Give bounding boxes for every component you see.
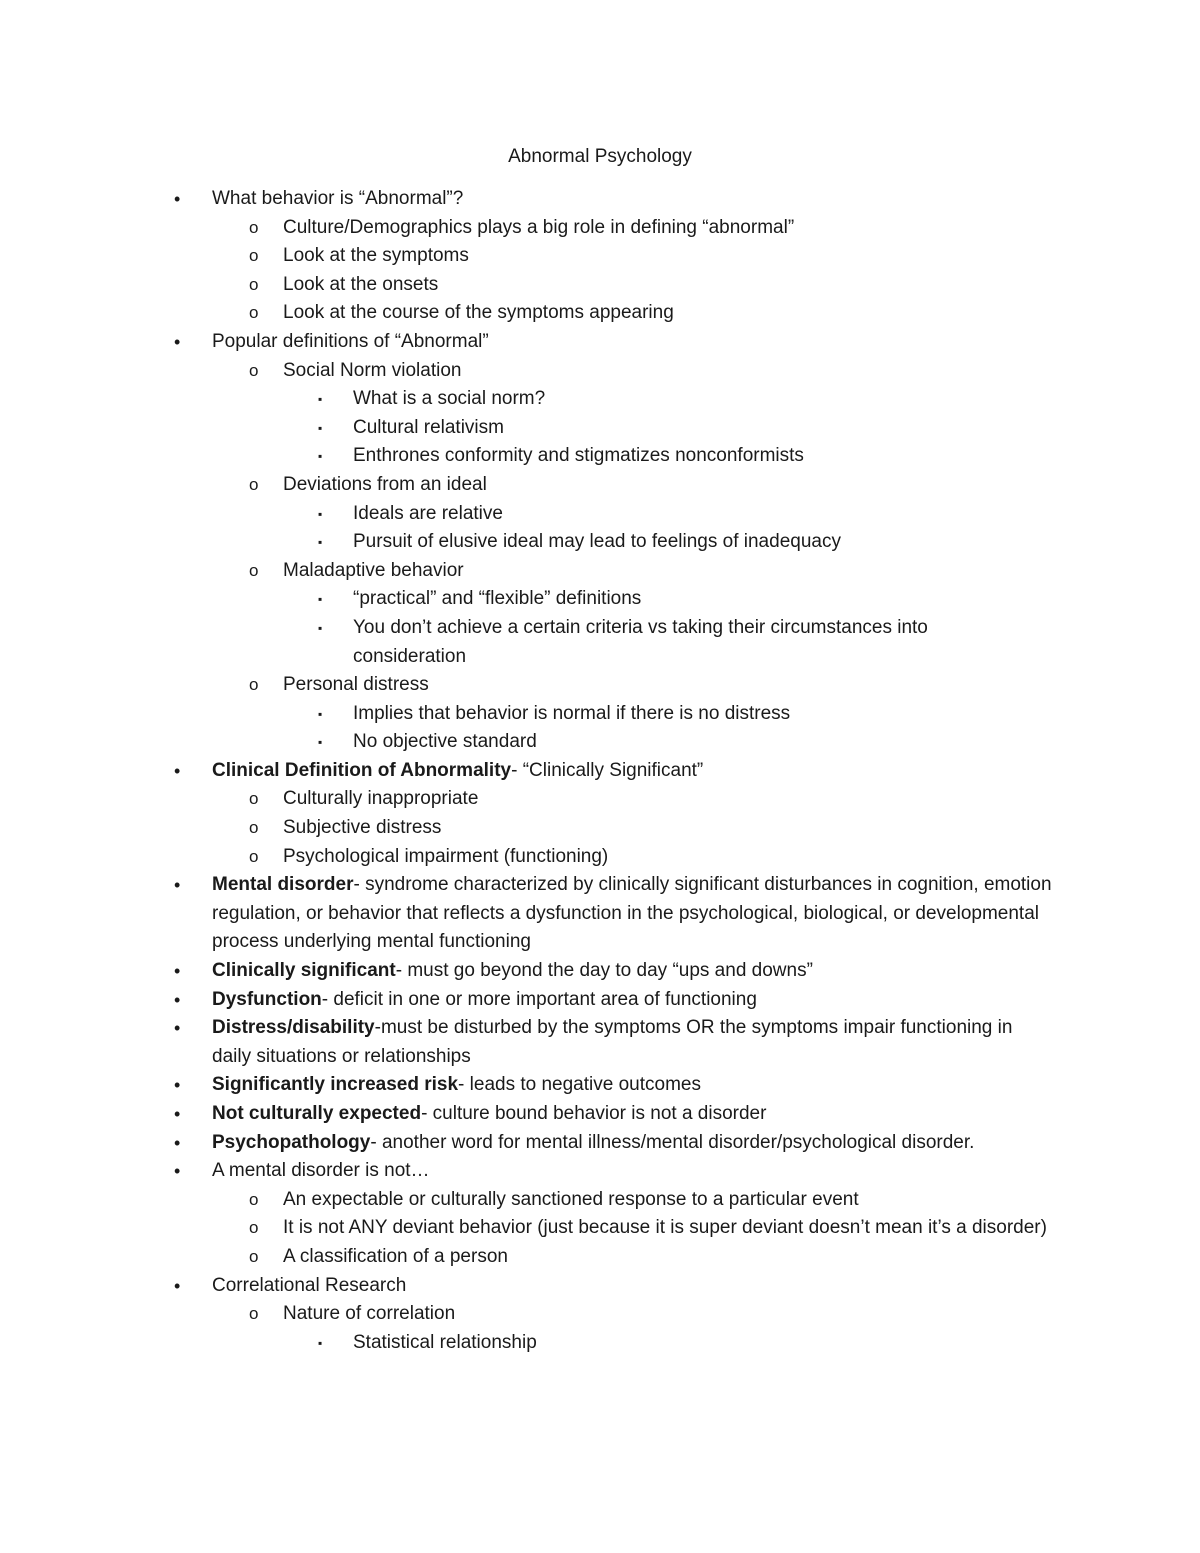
- outline-item-level-2: [0, 814, 1048, 843]
- bullet-marker: •: [174, 760, 181, 781]
- item-text: Look at the course of the symptoms appearing: [283, 302, 674, 324]
- bullet-marker: o: [249, 360, 259, 380]
- outline-item-level-3: [0, 700, 953, 729]
- item-text: What behavior is “Abnormal”?: [212, 188, 464, 209]
- item-term: Mental disorder: [212, 874, 354, 896]
- outline-item-level-1: [0, 1157, 1052, 1186]
- bullet-marker: •: [174, 1018, 181, 1039]
- outline-item-level-2: [0, 671, 1048, 700]
- item-text: Social Norm violation: [283, 359, 462, 381]
- item-text: -must be disturbed by the symptoms OR the symptoms impair functioning in daily situations or relationships: [212, 1017, 1013, 1067]
- bullet-marker: o: [249, 274, 259, 294]
- item-text: An expectable or culturally sanctioned response to a particular event: [283, 1188, 859, 1210]
- outline-item-level-1: [0, 328, 1052, 357]
- item-text: It is not ANY deviant behavior (just because it is super deviant doesn’t mean it’s a disorder): [283, 1217, 1047, 1239]
- outline-item-level-2: [0, 1214, 1048, 1243]
- outline-item-level-2: [0, 557, 1048, 586]
- outline-item-level-1: [0, 1100, 1052, 1129]
- bullet-marker: ▪: [318, 706, 323, 721]
- bullet-marker: o: [249, 1189, 259, 1209]
- bullet-marker: ▪: [318, 735, 323, 750]
- outline-item-level-2: [0, 299, 1048, 328]
- bullet-marker: ▪: [318, 620, 323, 635]
- item-text: Pursuit of elusive ideal may lead to feelings of inadequacy: [353, 531, 841, 553]
- bullet-marker: o: [249, 818, 259, 838]
- outline-item-level-2: [0, 214, 1048, 243]
- item-text: - must go beyond the day to day “ups and downs”: [395, 960, 813, 982]
- outline-item-level-3: [0, 1329, 953, 1358]
- item-text: Psychological impairment (functioning): [283, 845, 609, 867]
- item-text: Statistical relationship: [353, 1331, 537, 1353]
- item-text: Ideals are relative: [353, 502, 503, 524]
- outline-item-level-1: [0, 957, 1052, 986]
- bullet-marker: ▪: [318, 592, 323, 607]
- bullet-marker: ▪: [318, 1335, 323, 1350]
- outline-item-level-1: [0, 1272, 1052, 1301]
- item-text: - leads to negative outcomes: [458, 1074, 701, 1096]
- bullet-marker: o: [249, 789, 259, 809]
- bullet-marker: ▪: [318, 392, 323, 407]
- item-text: Cultural relativism: [353, 416, 504, 438]
- item-text: Culture/Demographics plays a big role in defining “abnormal”: [283, 216, 795, 238]
- bullet-marker: o: [249, 246, 259, 266]
- bullet-marker: •: [174, 1161, 181, 1182]
- document-title: Abnormal Psychology: [508, 146, 692, 167]
- item-text: Look at the symptoms: [283, 245, 469, 267]
- item-text: - “Clinically Significant”: [511, 759, 704, 781]
- outline-item-level-2: [0, 471, 1048, 500]
- outline-item-level-3: [0, 414, 953, 443]
- outline-item-level-2: [0, 843, 1048, 872]
- item-text: - syndrome characterized by clinically significant disturbances in cognition, emotion regulation, or behavior that reflects a dysfunction in the psychological, biological, or developmental process underlying mental functioning: [212, 874, 1052, 953]
- bullet-marker: •: [174, 189, 181, 209]
- item-text: Nature of correlation: [283, 1303, 456, 1325]
- bullet-marker: •: [174, 1275, 181, 1296]
- outline-item-level-3: [0, 585, 953, 614]
- outline-item-level-2: [0, 1243, 1048, 1272]
- bullet-marker: o: [249, 846, 259, 866]
- outline-item-level-1: [0, 1014, 1052, 1071]
- item-text: Personal distress: [283, 674, 429, 696]
- outline-item-level-1: [0, 185, 1052, 214]
- outline-item-level-3: [0, 728, 953, 757]
- item-term: Not culturally expected: [212, 1103, 422, 1124]
- item-term: Dysfunction: [212, 988, 322, 1010]
- outline-item-level-1: [0, 1071, 1052, 1100]
- outline-item-level-2: [0, 357, 1048, 386]
- item-text: - another word for mental illness/mental disorder/psychological disorder.: [370, 1131, 975, 1153]
- bullet-marker: •: [174, 331, 181, 352]
- item-text: Correlational Research: [212, 1274, 407, 1296]
- item-term: Clinical Definition of Abnormality: [212, 759, 512, 781]
- item-text: - culture bound behavior is not a disorder: [421, 1103, 767, 1124]
- item-text: “practical” and “flexible” definitions: [353, 588, 642, 610]
- item-text: Look at the onsets: [283, 273, 439, 295]
- outline-item-level-2: [0, 1300, 1048, 1329]
- bullet-marker: o: [249, 217, 259, 237]
- item-text: Culturally inappropriate: [283, 788, 479, 810]
- outline-item-level-3: [0, 614, 953, 671]
- outline-list: [0, 185, 1200, 1357]
- outline-item-level-3: [0, 442, 953, 471]
- item-text: Deviations from an ideal: [283, 473, 487, 495]
- bullet-marker: o: [249, 474, 259, 494]
- item-term: Psychopathology: [212, 1131, 371, 1153]
- bullet-marker: o: [249, 560, 259, 580]
- bullet-marker: o: [249, 675, 259, 695]
- item-term: Distress/disability: [212, 1017, 375, 1039]
- bullet-marker: o: [249, 1246, 259, 1266]
- bullet-marker: •: [174, 1075, 181, 1096]
- bullet-marker: •: [174, 989, 181, 1010]
- bullet-marker: •: [174, 1132, 181, 1153]
- outline-item-level-3: [0, 500, 953, 529]
- outline-item-level-3: [0, 528, 953, 557]
- bullet-marker: ▪: [318, 420, 323, 435]
- item-text: No objective standard: [353, 731, 537, 753]
- item-text: Maladaptive behavior: [283, 559, 464, 581]
- outline-item-level-2: [0, 785, 1048, 814]
- item-text: A mental disorder is not…: [212, 1160, 430, 1182]
- item-term: Significantly increased risk: [212, 1074, 459, 1096]
- bullet-marker: o: [249, 1218, 259, 1238]
- bullet-marker: ▪: [318, 506, 323, 521]
- item-text: Subjective distress: [283, 817, 442, 839]
- item-text: Popular definitions of “Abnormal”: [212, 330, 489, 352]
- bullet-marker: o: [249, 1304, 259, 1324]
- item-text: What is a social norm?: [353, 388, 546, 410]
- bullet-marker: ▪: [318, 449, 323, 464]
- bullet-marker: o: [249, 303, 259, 323]
- outline-item-level-2: [0, 1186, 1048, 1215]
- outline-item-level-1: [0, 757, 1052, 786]
- item-text: Implies that behavior is normal if there is no distress: [353, 702, 791, 724]
- item-text: Enthrones conformity and stigmatizes nonconformists: [353, 445, 804, 467]
- item-term: Clinically significant: [212, 960, 396, 982]
- bullet-marker: ▪: [318, 535, 323, 550]
- item-text: A classification of a person: [283, 1245, 508, 1267]
- bullet-marker: •: [174, 1104, 181, 1124]
- outline-item-level-1: [0, 871, 1052, 957]
- outline-item-level-3: [0, 385, 953, 414]
- item-text: - deficit in one or more important area of functioning: [321, 988, 757, 1010]
- bullet-marker: •: [174, 961, 181, 982]
- outline-item-level-1: [0, 1129, 1052, 1158]
- outline-item-level-2: [0, 271, 1048, 300]
- item-text: You don’t achieve a certain criteria vs taking their circumstances into consideration: [353, 616, 928, 667]
- bullet-marker: •: [174, 875, 181, 896]
- outline-item-level-2: [0, 242, 1048, 271]
- outline-item-level-1: [0, 986, 1052, 1015]
